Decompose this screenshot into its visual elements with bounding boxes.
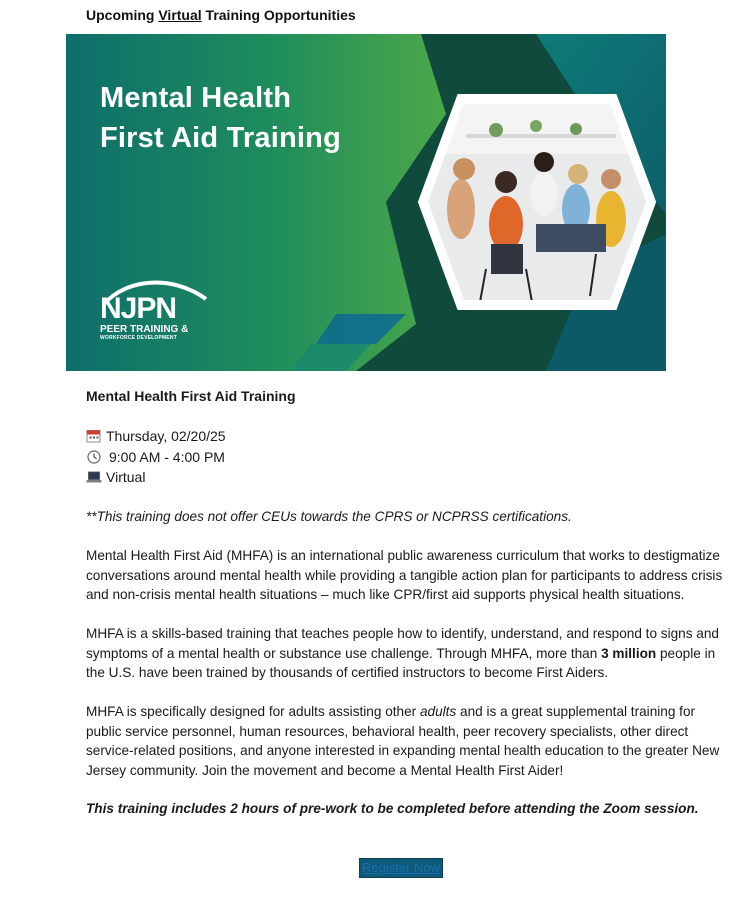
njpn-logo <box>100 284 188 341</box>
register-now-button[interactable]: Register Now <box>359 858 443 878</box>
heading-suffix: Training Opportunities <box>201 7 356 23</box>
prework-note: This training includes 2 hours of pre-work to be completed before attending the Zoom session. <box>86 801 699 816</box>
p2-text-a: MHFA is a skills-based training that teaches people how to identify, understand, and respond to signs and symptoms of a mental health or substance use challenge. Through MHFA, more than <box>86 626 719 661</box>
clock-icon <box>86 450 102 464</box>
paragraph-about-mhfa: Mental Health First Aid (MHFA) is an international public awareness curriculum that works to destigmatize conversations around mental health while providing a tangible action plan for participants to address crisis and non-crisis mental health situations – much like CPR/first aid supports physical health situations. <box>86 548 723 602</box>
heading-prefix: Upcoming <box>86 7 159 23</box>
laptop-icon <box>86 470 102 484</box>
email-heading <box>86 7 356 23</box>
p2-bold-count: 3 million <box>601 645 657 661</box>
banner-title <box>100 78 341 158</box>
p3-italic: adults <box>419 704 457 719</box>
heading-underlined: Virtual <box>158 7 202 23</box>
logo-main-text: NJPN <box>100 292 177 325</box>
ceu-note: **This training does not offer CEUs towards the CPRS or NCPRSS certifications. <box>86 509 572 524</box>
p2-text-b: people in the U.S. have been trained by thousands of certified instructors to become First Aiders. <box>86 645 716 680</box>
calendar-icon <box>86 429 102 443</box>
event-time-row <box>86 449 225 465</box>
event-time: 9:00 AM - 4:00 PM <box>109 449 225 465</box>
training-banner <box>66 34 666 371</box>
event-location: Virtual <box>106 469 146 485</box>
banner-title-line2: First Aid Training <box>100 122 341 154</box>
event-date-row <box>86 428 226 444</box>
p3-text-a: MHFA is specifically designed for adults assisting other <box>86 704 420 719</box>
p3-text-b: and is a great supplemental training for public service personnel, human resources, behavioral health, peer recovery specialists, other direct service-related positions, and anyone interested in expanding mental health education to the greater New Jersey community. Join the movement and become a Mental Health First Aider! <box>86 704 720 778</box>
event-date: Thursday, 02/20/25 <box>106 428 226 444</box>
logo-sub-text: PEER TRAINING & <box>100 324 189 335</box>
paragraph-audience <box>86 702 726 780</box>
banner-title-line1: Mental Health <box>100 82 292 114</box>
logo-sub-text-small: WORKFORCE DEVELOPMENT <box>100 335 177 341</box>
event-title: Mental Health First Aid Training <box>86 388 296 404</box>
paragraph-skills-training <box>86 624 726 683</box>
event-location-row <box>86 469 145 485</box>
